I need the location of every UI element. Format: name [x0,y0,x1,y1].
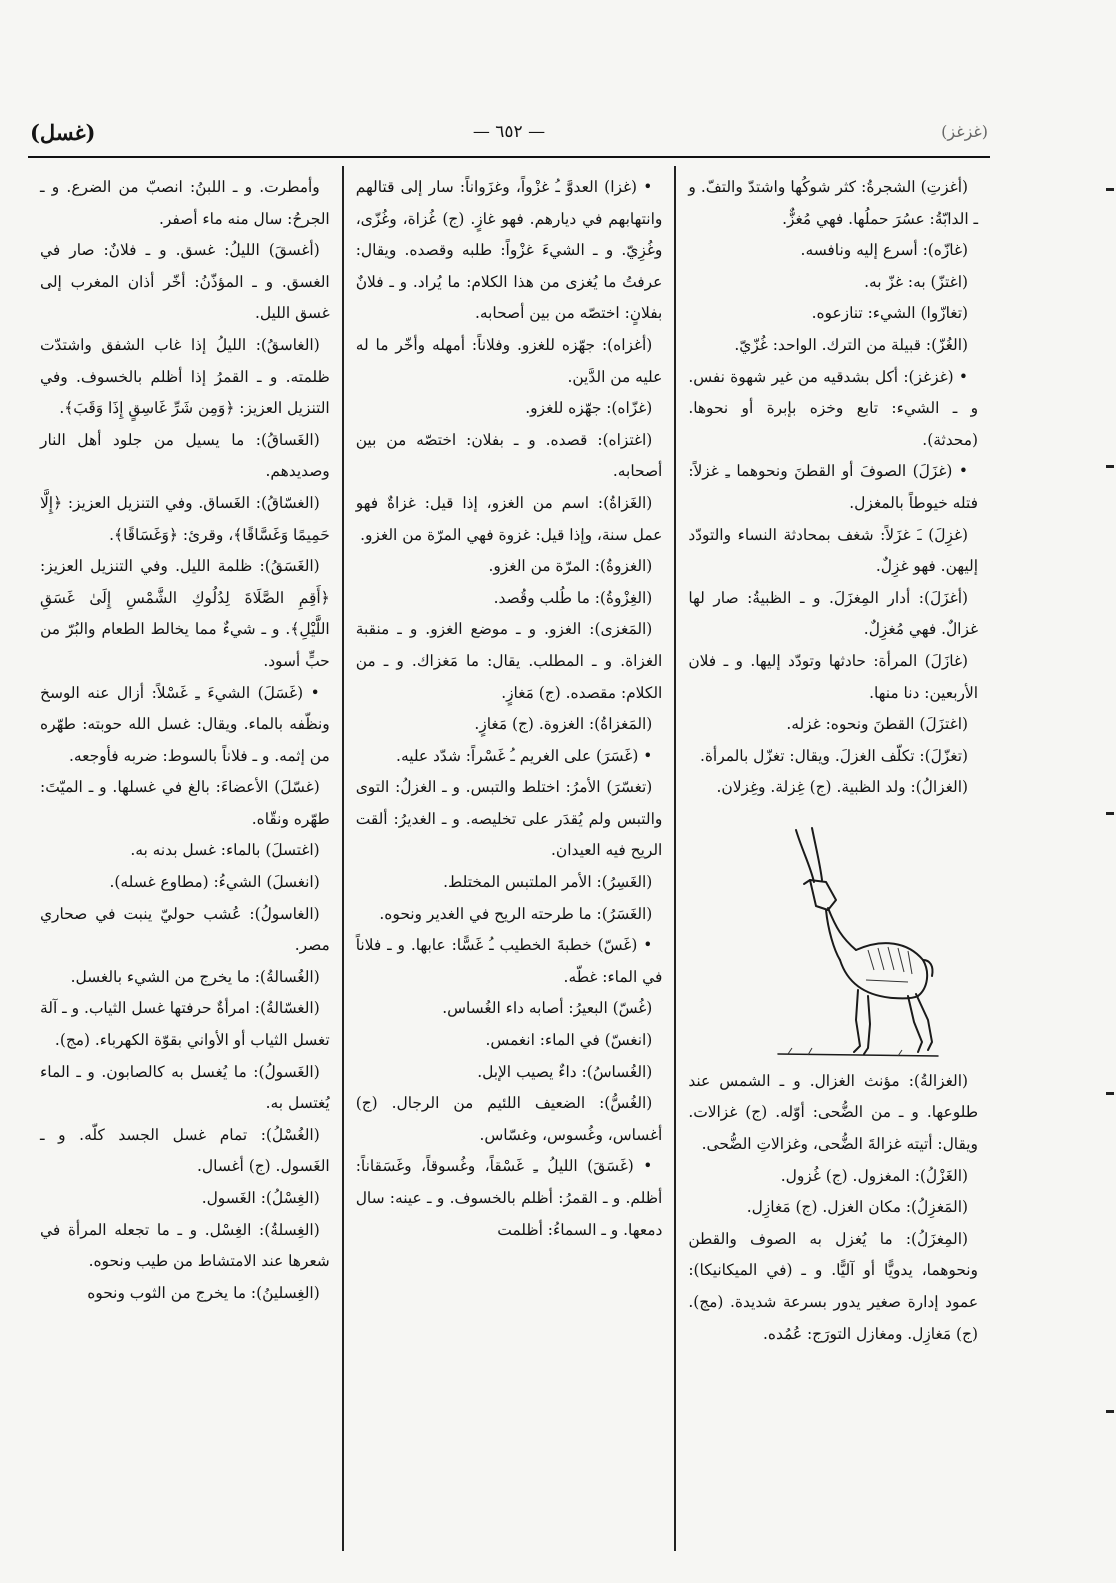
dictionary-entry: (الغِسلةُ): الغِسْل. و ـ ما تجعله المرأة في شعرها عند الامتشاط من طيب ونحوه. [40,1220,330,1271]
dictionary-entry: (انغسلَ) الشيءُ: (مطاوع غسله). [109,873,320,892]
dictionary-entry: (الغسّاقُ): الغَساق. وفي التنزيل العزيز: ﴿إِلَّا حَمِيمًا وَغَسَّاقًا﴾، وقرئ: ﴿وَغَسَاقًا﴾. [40,493,330,544]
dictionary-columns [28,166,990,1551]
dictionary-entry: (الغِسْلُ): الغَسول. [201,1189,320,1207]
dictionary-entry: وأمطرت. و ـ اللبنُ: انصبّ من الضرع. و ـ الجرحُ: سال منه ماء أصفر. [40,178,330,228]
dictionary-entry: (غزّاه): جهّزه للغزو. [525,399,653,418]
column-middle [344,166,675,1551]
scan-edge-mark [1106,812,1114,815]
dictionary-entry: • (غَسَقَ) الليلُ ـِ غَسْقاً، وغُسوقاً، وغَسَقاناً: أظلم. و ـ القمرُ: أظلم بالخسوف. و ـ عينه: سال دمعها. و ـ السماءُ: أظلمت [355,1157,663,1239]
dictionary-entry: (تغزّلَ): تكلّف الغزلَ. ويقال: تغزّل بالمرأة. [699,746,968,765]
dictionary-entry: (المَغزِلُ): مكان الغزل. (ج) مَغازِل. [746,1198,968,1217]
dictionary-entry: (الغُسْلُ): تمام غسل الجسد كلّه. و ـ الغَسول. (ج) أغسال. [40,1125,330,1176]
dictionary-entry: (اغتزَلَ) القطنَ ونحوه: غزله. [786,715,968,734]
scan-edge-mark [1106,1092,1114,1095]
dictionary-entry: (الغُزّ): قبيلة من الترك. الواحد: غُزّيّ. [734,335,968,354]
dictionary-entry: • (غَسّ) خطبةَ الخطيب ـُ غَسًّا: عابها. و ـ فلاناً في الماء: غطّه. [355,936,663,986]
dictionary-entry: (غُسّ) البعيرُ: أصابه داء الغُساس. [442,999,653,1018]
dictionary-entry: (الغُسالةُ): ما يخرج من الشيء بالغسل. [70,967,320,986]
dictionary-entry: (الغَسولُ): ما يُغسل به كالصابون. و ـ الماء يُغتسل به. [40,1062,330,1113]
dictionary-entry: (تغازّوا) الشيء: تنازعوه. [811,304,968,323]
scan-edge-mark [1106,465,1114,468]
dictionary-entry: (غازَلَ) المرأة: حادثها وتودّد إليها. و ـ فلان الأربعين: دنا منها. [688,651,978,702]
scan-edge-mark [1106,1410,1114,1413]
dictionary-entry: (انغسّ) في الماء: انغمس. [485,1031,653,1050]
dictionary-entry: (أغزتِ) الشجرةُ: كثر شوكُها واشتدّ والتفّ. و ـ الدابّةُ: عسُرَ حملُها. فهي مُغزٌّ. [688,178,978,228]
dictionary-entry: (اغتسلَ) بالماء: غسل بدنه به. [130,841,320,860]
dictionary-entry: (الغاسقُ): الليلُ إذا غاب الشفق واشتدّت ظلمته. و ـ القمرُ إذا أظلم بالخسوف. وفي التنزيل العزيز: ﴿وَمِن شَرِّ غَاسِقٍ إِذَا وَقَبَ﴾. [40,335,330,418]
header-guide-word-right: (غزغز) [941,122,988,141]
column-left [28,166,342,1551]
dictionary-entry: • (غَسَرَ) على الغريم ـُ غَسْراً: شدّد عليه. [396,746,653,765]
dictionary-entry: (اغتزاه): قصده. و ـ بفلان: اختصّه من بين أصحابه. [355,430,663,481]
dictionary-entry: (اغتزّ) به: غزّ به. [864,272,968,291]
column-right [676,166,990,1551]
dictionary-entry: (الغزالةُ): مؤنث الغزال. و ـ الشمس عند طلوعها. و ـ من الضُّحى: أوّله. (ج) غزالات. ويقال: أتيته غزالةَ الضُّحى، وغزالاتِ الضُّحى. [688,1071,978,1154]
dictionary-entry: (المِغزَلُ): ما يُغزل به الصوف والقطن ونحوهما، يدويًّا أو آليًّا. و ـ (في الميكانيكا): عمود إدارة صغير يدور بسرعة شديدة. (مج). (ج) مَغازِل. ومغازل التورَج: عُمُده. [688,1229,978,1343]
dictionary-entry: (تغسّرَ) الأمرُ: اختلط والتبس. و ـ الغزلُ: التوى والتبس ولم يُقدَر على تخليصه. و ـ الغديرُ: ألقت الريح فيه العيدان. [355,778,663,860]
page-number: — ٦٥٢ — [472,122,546,142]
column-right-entries-continued [688,1066,978,1350]
dictionary-entry: (المَغزاةُ): الغزوة. (ج) مَغازٍ. [474,715,653,734]
dictionary-entry: • (غزا) العدوَّ ـُ غزْواً، وغزَواناً: سار إلى قتالهم وانتهابهم في ديارهم. فهو غازٍ. (ج) غُزاة، وغُزّى، وغُزِيّ. و ـ الشيءَ غزْواً: طلبه وقصده. ويقال: عرفتُ ما يُغزى من هذا الكلام: ما يُراد. و ـ فلانٌ بفلانٍ: اختصّه من بين أصحابه. [355,178,663,323]
dictionary-entry: (الغاسولُ): عُشب حوليّ ينبت في صحاري مصر. [40,904,330,955]
dictionary-entry: (الغِزْوةُ): ما طُلب وقُصد. [493,588,653,607]
dictionary-entry: (أغسقَ) الليلُ: غسق. و ـ فلانٌ: صار في الغسق. و ـ المؤذّنُ: أخّر أذان المغرب إلى غسق الليل. [40,241,330,323]
dictionary-entry: (أغزَلَ): أدار المِغزَلَ. و ـ الظبيةُ: صار لها غزالٌ. فهي مُغزِلٌ. [688,588,978,639]
dictionary-entry: (الغَسَرُ): ما طرحته الريح في الغدير ونحوه. [379,904,653,923]
dictionary-entry: (المَغزى): الغزو. و ـ موضع الغزو. و ـ منقبة الغزاة. و ـ المطلب. يقال: ما مَغزاك. و ـ من الكلام: مقصده. (ج) مَغازٍ. [355,620,663,702]
dictionary-entry: • (غَسَلَ) الشيءَ ـِ غَسْلاً: أزال عنه الوسخ ونظّفه بالماء. ويقال: غسل الله حوبته: طهّره من إثمه. و ـ فلاناً بالسوط: ضربه فأوجعه. [40,683,330,765]
dictionary-entry: (الغُسُّ): الضعيف اللئيم من الرجال. (ج) أغساس، وغُسوس، وغسّاس. [355,1094,663,1144]
dictionary-entry: (الغَزْلُ): المغزول. (ج) غُزول. [780,1166,968,1185]
dictionary-entry: (الغزالُ): ولد الظبية. (ج) غِزلة. وغِزلان. [716,778,968,797]
dictionary-entry: (غسّلَ) الأعضاءَ: بالغ في غسلها. و ـ الميّتَ: طهّره ونقّاه. [40,778,330,828]
dictionary-entry: (الغَسِرُ): الأمر الملتبس المختلط. [443,873,653,892]
running-header [30,120,988,154]
header-rule [28,156,990,158]
dictionary-entry: (غازّه): أسرع إليه ونافسه. [800,241,968,260]
dictionary-entry: • (غزَلَ) الصوفَ أو القطنَ ونحوهما ـِ غزلاً: فتله خيوطاً بالمغزل. [688,462,978,512]
gazelle-illustration-icon [718,810,948,1060]
dictionary-entry: (الغِسلينُ): ما يخرج من الثوب ونحوه [87,1283,320,1302]
dictionary-entry: (الغَسَقُ): ظلمة الليل. وفي التنزيل العزيز: ﴿أَقِمِ الصَّلَاةَ لِدُلُوكِ الشَّمْسِ إِلَىٰ غَسَقِ اللَّيْلِ﴾. و ـ شيءٌ مما يخالط الطعام والبُرّ من حبٍّ أسود. [40,557,330,670]
dictionary-entry: (الغَزاةُ): اسم من الغزو، إذا قيل: غزاةٌ فهو عمل سنة، وإذا قيل: غزوة فهي المرّة من الغزو. [355,493,663,544]
dictionary-entry: (الغُساسُ): داءٌ يصيب الإبل. [477,1062,653,1081]
header-guide-word-left: (غسل) [30,120,96,145]
dictionary-entry: (الغَساقُ): ما يسيل من جلود أهل النار وصديدهم. [40,430,330,481]
scan-edge-mark [1106,188,1114,191]
column-right-entries [688,172,978,804]
dictionary-entry: (الغسّالةُ): امرأةٌ حرفتها غسل الثياب. و ـ آلة تغسل الثياب أو الأواني بقوّة الكهرباء. (مج). [40,999,330,1050]
dictionary-entry: • (غزغز): أكل بشدقيه من غير شهوة نفس. و ـ الشيء: تابع وخزه بإبرة أو نحوها. (محدثة). [688,367,978,449]
dictionary-entry: (أغزاه): جهّزه للغزو. وفلاناً: أمهله وأخّر ما له عليه من الدَّين. [355,335,663,386]
dictionary-entry: (غزِلَ) ـَ غزَلاً: شغف بمحادثة النساء والتودّد إليهن. فهو غزِلٌ. [688,525,978,576]
dictionary-entry: (الغزوةُ): المرّة من الغزو. [488,557,653,576]
